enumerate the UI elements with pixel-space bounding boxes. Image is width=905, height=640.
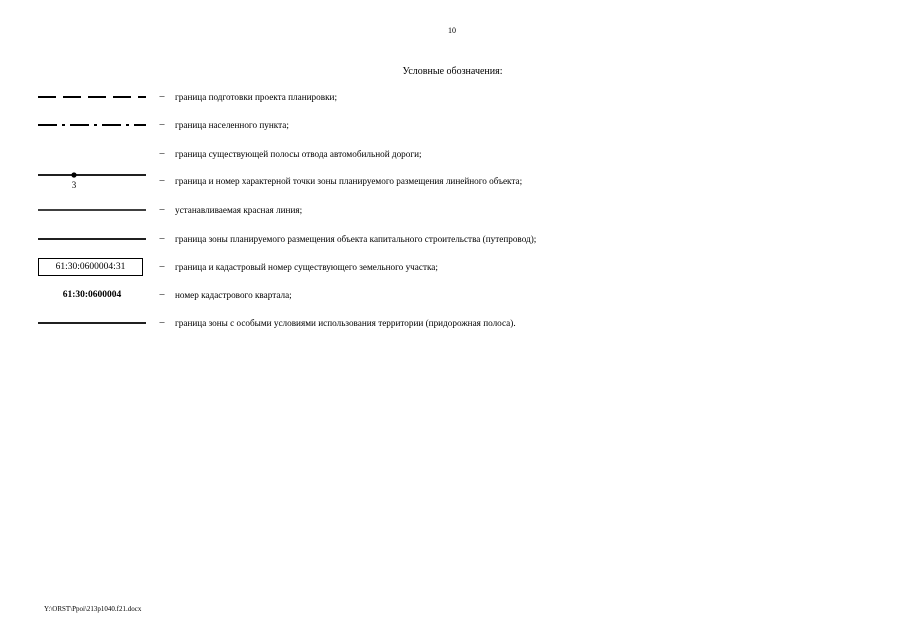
legend-description: граница населенного пункта; xyxy=(175,120,289,130)
page-number: 10 xyxy=(448,26,456,35)
legend-description: граница и номер характерной точки зоны планируемого размещения линейного объекта; xyxy=(175,176,523,186)
point-number: 3 xyxy=(71,180,77,190)
legend-title: Условные обозначения: xyxy=(402,66,503,77)
legend-separator: – xyxy=(159,119,165,130)
legend-row-parcel xyxy=(38,258,818,276)
legend-row-road-strip-boundary xyxy=(38,145,818,163)
legend-row-planning-boundary xyxy=(38,88,818,106)
legend-row-cadastral-quarter xyxy=(38,286,818,304)
dash-dot-line-symbol xyxy=(38,116,146,134)
legend-description: граница и кадастровый номер существующего земельного участка; xyxy=(175,262,438,272)
legend-description: граница существующей полосы отвода автомобильной дороги; xyxy=(175,149,422,159)
solid-line-symbol xyxy=(38,314,146,332)
legend-description: граница подготовки проекта планировки; xyxy=(175,92,338,102)
cadastral-quarter-number: 61:30:0600004 xyxy=(62,290,122,300)
legend-row-red-line xyxy=(38,201,818,219)
legend-separator: – xyxy=(159,204,165,215)
parcel-number-box: 61:30:0600004:31 xyxy=(38,258,143,276)
legend-separator: – xyxy=(159,233,165,244)
legend-description: номер кадастрового квартала; xyxy=(175,290,292,300)
legend-separator: – xyxy=(159,289,165,300)
legend-separator: – xyxy=(159,91,165,102)
point-line-symbol xyxy=(38,172,146,190)
solid-line-symbol xyxy=(38,201,146,219)
legend-separator: – xyxy=(159,261,165,272)
legend-row-characteristic-point xyxy=(38,172,818,190)
legend-row-special-zone xyxy=(38,314,818,332)
footer-file-path: Y:\ORST\Ppoi\213p1040.f21.docx xyxy=(44,605,142,613)
legend-description: граница зоны планируемого размещения объекта капитального строительства (путепровод); xyxy=(175,234,537,244)
legend-separator: – xyxy=(159,317,165,328)
legend-description: граница зоны с особыми условиями использования территории (придорожная полоса). xyxy=(175,318,516,328)
legend-row-settlement-boundary xyxy=(38,116,818,134)
legend-separator: – xyxy=(159,175,165,186)
legend-row-capital-zone xyxy=(38,230,818,248)
legend-description: устанавливаемая красная линия; xyxy=(175,205,303,215)
empty-symbol xyxy=(38,145,146,163)
legend-separator: – xyxy=(159,148,165,159)
solid-line-symbol xyxy=(38,230,146,248)
dashed-line-symbol xyxy=(38,88,146,106)
